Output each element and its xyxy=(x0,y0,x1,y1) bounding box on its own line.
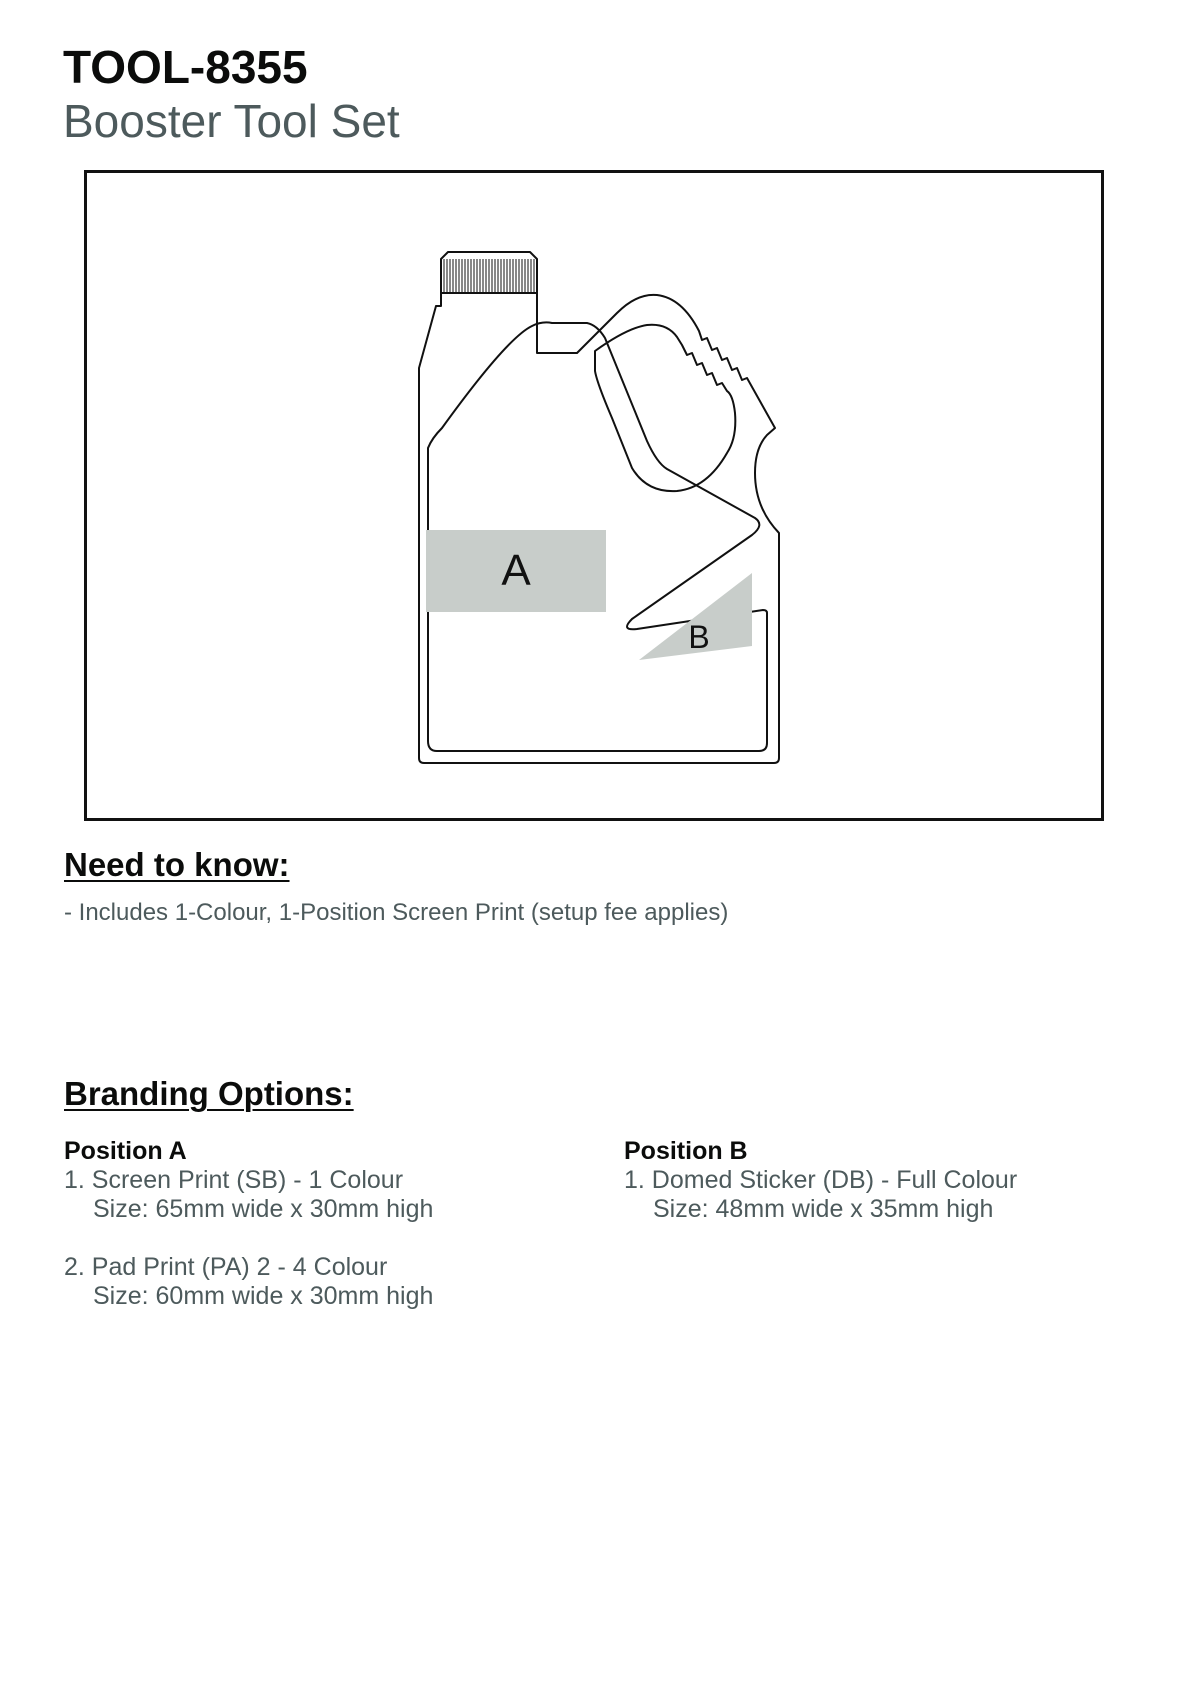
product-code: TOOL-8355 xyxy=(63,41,308,93)
option-method: 1. Screen Print (SB) - 1 Colour xyxy=(64,1166,404,1194)
product-name: Booster Tool Set xyxy=(63,95,400,147)
option-size: Size: 65mm wide x 30mm high xyxy=(93,1195,434,1223)
need-to-know-heading: Need to know: xyxy=(64,846,290,883)
position-b-title: Position B xyxy=(624,1137,748,1165)
option-method: 2. Pad Print (PA) 2 - 4 Colour xyxy=(64,1253,388,1281)
can-outer-outline xyxy=(419,293,779,763)
print-area-a-label: A xyxy=(501,546,531,595)
need-to-know-note: - Includes 1-Colour, 1-Position Screen Print (setup fee applies) xyxy=(64,899,729,926)
jerry-can-drawing xyxy=(87,173,1101,818)
position-a-title: Position A xyxy=(64,1137,187,1165)
product-illustration-frame xyxy=(84,170,1104,821)
cap-icon xyxy=(441,252,537,293)
print-area-b-label: B xyxy=(688,619,710,655)
option-size: Size: 60mm wide x 30mm high xyxy=(93,1282,434,1310)
branding-option xyxy=(624,1166,1017,1224)
branding-option xyxy=(64,1253,433,1311)
position-a-column xyxy=(64,1137,433,1340)
option-method: 1. Domed Sticker (DB) - Full Colour xyxy=(624,1166,1018,1194)
branding-option xyxy=(64,1166,433,1224)
option-size: Size: 48mm wide x 35mm high xyxy=(653,1195,994,1223)
position-b-column xyxy=(624,1137,1017,1253)
branding-options-heading: Branding Options: xyxy=(64,1075,354,1112)
